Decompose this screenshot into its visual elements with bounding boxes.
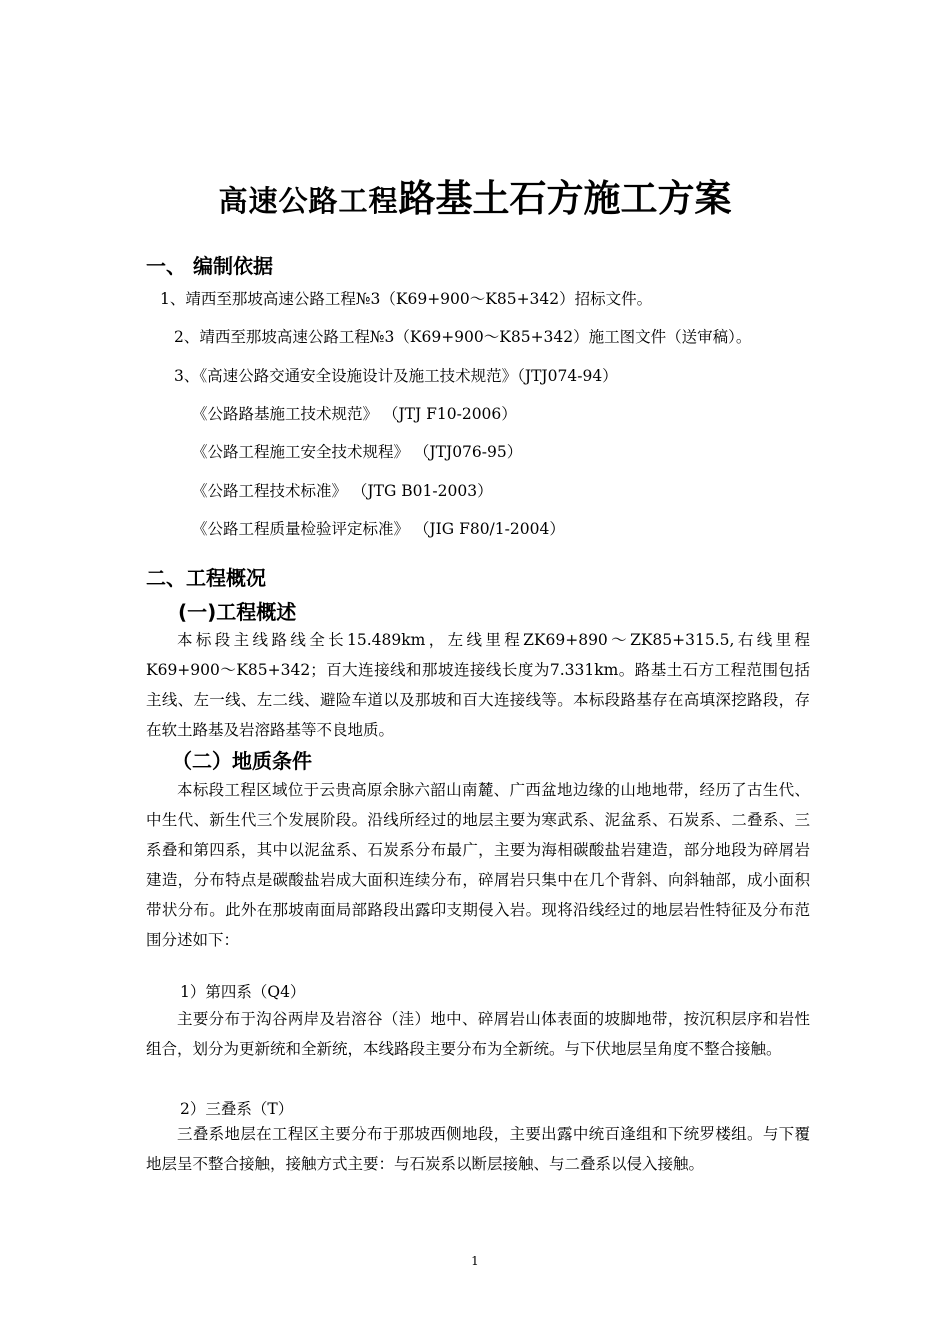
page-number: 1 [471, 1254, 479, 1268]
basis-item-1: 1、靖西至那坡高速公路工程№3（K69+900～K85+342）招标文件。 [160, 290, 653, 308]
title-part-1: 高速公路工程 [218, 184, 399, 218]
basis-item-7: 《公路工程质量检验评定标准》 （JIG F80/1-2004） [192, 520, 565, 538]
geology-item-2-text: 三叠系地层在工程区主要分布于那坡西侧地段，主要出露中统百逢组和下统罗楼组。与下覆地层呈不整合接触，接触方式主要：与石炭系以断层接触、与二叠系以侵入接触。 [146, 1125, 810, 1173]
geology-paragraph: 本标段工程区域位于云贵高原余脉六韶山南麓、广西盆地边缘的山地地带，经历了古生代、中生代、新生代三个发展阶段。沿线所经过的地层主要为寒武系、泥盆系、石炭系、二叠系、三系叠和第四系，其中以泥盆系、石炭系分布最广，主要为海相碳酸盐岩建造，部分地段为碎屑岩建造，分布特点是碳酸盐岩成大面积连续分布，碎屑岩只集中在几个背斜、向斜轴部，成小面积带状分布。此外在那坡南面局部路段出露印支期侵入岩。现将沿线经过的地层岩性特征及分布范围分述如下： [146, 781, 810, 949]
geology-item-2-title: 2）三叠系（T） [180, 1100, 294, 1118]
basis-item-3: 3、《高速公路交通安全设施设计及施工技术规范》（JTJ074-94） [174, 367, 618, 385]
section-heading-basis: 一、 编制依据 [146, 254, 273, 278]
basis-item-5: 《公路工程施工安全技术规程》 （JTJ076-95） [192, 443, 523, 461]
basis-item-6: 《公路工程技术标准》 （JTG B01-2003） [192, 482, 493, 500]
basis-item-4: 《公路路基施工技术规范》 （JTJ F10-2006） [192, 405, 517, 423]
geology-item-1-title: 1）第四系（Q4） [180, 983, 306, 1001]
subsection-heading-geology: （二）地质条件 [172, 749, 312, 773]
basis-item-2: 2、靖西至那坡高速公路工程№3（K69+900～K85+342）施工图文件（送审稿）。 [174, 328, 752, 346]
title-part-2: 路基土石方施工方案 [398, 177, 732, 220]
document-title [0, 168, 950, 222]
geology-item-1-text: 主要分布于沟谷两岸及岩溶谷（洼）地中、碎屑岩山体表面的坡脚地带，按沉积层序和岩性组合，划分为更新统和全新统，本线路段主要分布为全新统。与下伏地层呈角度不整合接触。 [146, 1010, 810, 1058]
section-heading-overview: 二、工程概况 [146, 566, 266, 590]
summary-paragraph: 本标段主线路线全长15.489km，左线里程ZK69+890～ZK85+315.5,右线里程K69+900～K85+342；百大连接线和那坡连接线长度为7.331km。路基土石方工程范围包括主线、左一线、左二线、避险车道以及那坡和百大连接线等。本标段路基存在高填深挖路段，存在软土路基及岩溶路基等不良地质。 [146, 631, 810, 739]
subsection-heading-summary: (一)工程概述 [178, 600, 297, 624]
